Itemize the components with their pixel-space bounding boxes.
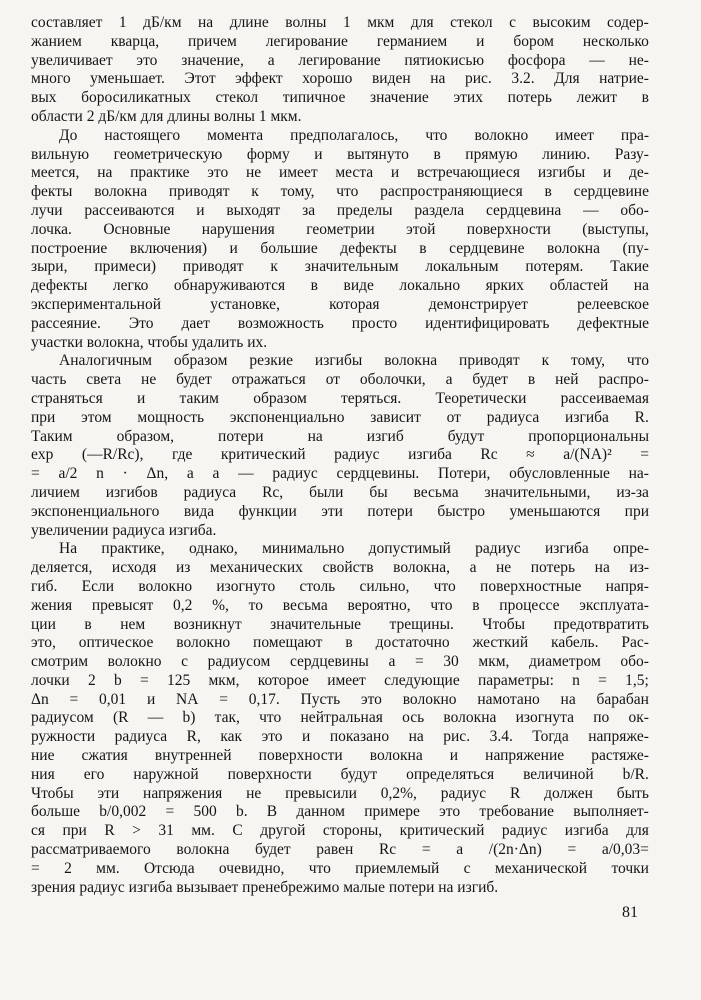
text-line: составляет 1 дБ/км на длине волны 1 мкм для стекол с высоким содер- xyxy=(31,14,649,31)
text-line: увеличивает это значение, а легирование пятиокисью фосфора — не- xyxy=(31,51,649,69)
text-line: страняться и таким образом теряться. Теоретически рассеиваемая xyxy=(31,389,649,407)
page-number: 81 xyxy=(622,904,638,921)
text-line: ние сжатия внутренней поверхности волокна и напряжение растяже- xyxy=(31,747,649,765)
text-line: зыри, примеси) приводят к значительным локальным потерям. Такие xyxy=(31,258,649,276)
text-line: меется, на практике это не имеет места и встречающиеся изгибы и де- xyxy=(31,164,649,182)
text-line: при этом мощность экспоненциально зависит от радиуса изгиба R. xyxy=(31,408,649,426)
paragraph xyxy=(31,540,649,897)
text-line: экспериментальной установке, которая демонстрирует релеевское xyxy=(31,295,649,313)
text-line: личием изгибов радиуса Rc, были бы весьма значительными, из-за xyxy=(31,483,649,501)
text-line: вильную геометрическую форму и вытянуто в прямую линию. Разу- xyxy=(31,145,649,163)
text-line: ружности радиуса R, как это и показано на рис. 3.4. Тогда напряже- xyxy=(31,728,649,746)
text-line: много уменьшает. Этот эффект хорошо виден на рис. 3.2. Для натрие- xyxy=(31,70,649,88)
text-line: часть света не будет отражаться от оболочки, а будет в ней распро- xyxy=(31,371,649,389)
text-line: лочки 2 b = 125 мкм, которое имеет следующие параметры: n = 1,5; xyxy=(31,671,649,689)
text-line: = a/2 n · Δn, а a — радиус сердцевины. Потери, обусловленные на- xyxy=(31,465,649,483)
text-line: exp (—R/Rc), где критический радиус изгиба Rc ≈ a/(NA)² = xyxy=(31,446,649,464)
paragraph xyxy=(31,127,649,353)
text-line: области 2 дБ/км для длины волны 1 мкм. xyxy=(31,107,302,125)
text-line: смотрим волокно с радиусом сердцевины a = 30 мкм, диаметром обо- xyxy=(31,653,649,671)
paragraph xyxy=(31,14,649,127)
text-line: рассеяние. Это дает возможность просто идентифицировать дефектные xyxy=(31,314,649,332)
text-line: лочка. Основные нарушения геометрии этой поверхности (выступы, xyxy=(31,220,649,238)
body-text xyxy=(31,14,649,897)
text-line: больше b/0,002 = 500 b. В данном примере это требование выполняет- xyxy=(31,803,649,821)
text-line: экспоненциального вида функции эти потери быстро уменьшаются при xyxy=(31,502,649,520)
text-line: зрения радиус изгиба вызывает пренебрежимо малые потери на изгиб. xyxy=(31,878,499,896)
text-line: участки волокна, чтобы удалить их. xyxy=(31,333,268,351)
text-line: построение включения) и большие дефекты в сердцевине волокна (пу- xyxy=(31,239,649,257)
text-line: До настоящего момента предполагалось, что волокно имеет пра- xyxy=(59,126,649,144)
text-line: Δn = 0,01 и NA = 0,17. Пусть это волокно намотано на барабан xyxy=(31,690,649,708)
text-line: это, оптическое волокно помещают в достаточно жесткий кабель. Рас- xyxy=(31,634,649,652)
text-line: увеличении радиуса изгиба. xyxy=(31,521,217,539)
text-line: лучи рассеиваются и выходят за пределы раздела сердцевина — обо- xyxy=(31,201,649,219)
text-line: Чтобы эти напряжения не превысили 0,2%, радиус R должен быть xyxy=(31,784,649,802)
paragraph xyxy=(31,352,649,540)
text-line: вых боросиликатных стекол типичное значение этих потерь лежит в xyxy=(31,89,649,107)
text-line: гиб. Если волокно изогнуто столь сильно, что поверхностные напря- xyxy=(31,577,649,595)
text-line: дефекты легко обнаруживаются в виде локально ярких областей на xyxy=(31,277,649,295)
text-line: Таким образом, потери на изгиб будут пропорциональны xyxy=(31,427,649,445)
text-line: Аналогичным образом резкие изгибы волокна приводят к тому, что xyxy=(59,352,649,370)
text-line: радиусом (R — b) так, что нейтральная ось волокна изогнута по ок- xyxy=(31,709,649,727)
text-line: фекты волокна приводят к тому, что распространяющиеся в сердцевине xyxy=(31,183,649,201)
text-line: На практике, однако, минимально допустимый радиус изгиба опре- xyxy=(59,540,649,558)
text-line: ся при R > 31 мм. С другой стороны, критический радиус изгиба для xyxy=(31,822,649,840)
text-line: жанием кварца, причем легирование германием и бором несколько xyxy=(31,32,649,50)
text-line: деляется, исходя из механических свойств волокна, а не потерь на из- xyxy=(31,559,649,577)
text-line: ции в нем возникнут значительные трещины. Чтобы предотвратить xyxy=(31,615,649,633)
text-line: ния его наружной поверхности будут определяться величиной b/R. xyxy=(31,765,649,783)
text-line: рассматриваемого волокна будет равен Rc = a /(2n·Δn) = a/0,03= xyxy=(31,841,649,859)
text-line: = 2 мм. Отсюда очевидно, что приемлемый с механической точки xyxy=(31,859,649,877)
text-line: жения превысят 0,2 %, то весьма вероятно, что в процессе эксплуата- xyxy=(31,596,649,614)
